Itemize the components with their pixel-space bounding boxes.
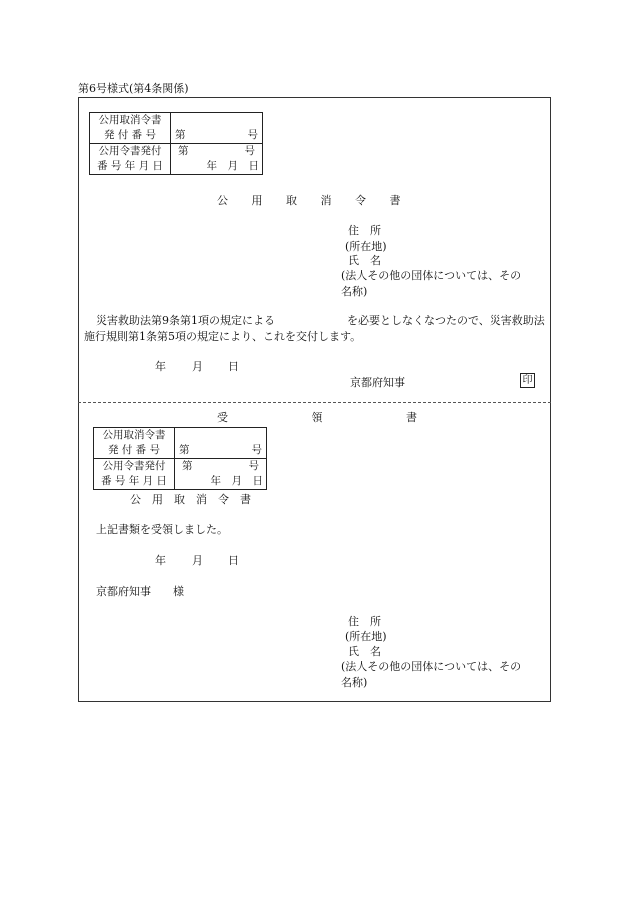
- suffix-go: 号: [251, 444, 262, 456]
- order-number-date-field[interactable]: [171, 144, 263, 175]
- body-text-line1b: を必要としなくなつたので、災害救助法: [347, 314, 545, 327]
- receipt-title: [217, 409, 417, 425]
- date-month: 月: [192, 554, 203, 567]
- date-year: 年: [155, 554, 166, 567]
- cut-line: [78, 402, 551, 403]
- label-line: 公用取消令書: [102, 429, 166, 441]
- prefix-dai: 第: [182, 460, 193, 472]
- location-label: (所在地): [345, 240, 387, 253]
- date-day: 日: [228, 360, 239, 373]
- label-line: 公用令書発付: [98, 145, 162, 157]
- corporate-note-cont: 名称): [341, 285, 368, 298]
- ref-label-order-number-date: [94, 459, 175, 490]
- title-char: 書: [389, 194, 401, 207]
- upper-reference-table: [89, 112, 263, 175]
- label-line: 番 号 年 月 日: [101, 475, 167, 487]
- doc-caption: 公 用 取 消 令 書: [130, 493, 251, 506]
- suffix-go: 号: [244, 145, 255, 157]
- title-char: 書: [406, 411, 417, 424]
- issuer-name: 京都府知事: [350, 376, 405, 389]
- form-title: 第6号様式(第4条関係): [78, 82, 189, 95]
- title-char: 消: [320, 194, 332, 207]
- ref-label-cancel-number: [90, 113, 171, 144]
- order-number-date-field[interactable]: [175, 459, 267, 490]
- title-char: 公: [217, 194, 228, 207]
- name-label: 氏 名: [348, 645, 381, 658]
- prefix-dai: 第: [178, 145, 189, 157]
- corporate-note: (法人その他の団体については、その: [341, 269, 522, 282]
- suffix-go: 号: [247, 129, 258, 141]
- doc-title: [217, 192, 401, 208]
- prefix-dai: 第: [175, 129, 186, 141]
- date-year: 年: [155, 360, 166, 373]
- title-char: 令: [355, 194, 366, 207]
- location-label: (所在地): [345, 630, 387, 643]
- date-placeholder: 年 月 日: [206, 160, 259, 172]
- name-label: 氏 名: [348, 254, 381, 267]
- ref-label-order-number-date: [90, 144, 171, 175]
- cancel-number-field[interactable]: [175, 428, 267, 459]
- title-char: 取: [286, 194, 297, 207]
- date-day: 日: [228, 554, 239, 567]
- label-line: 発 付 番 号: [107, 444, 160, 456]
- suffix-go: 号: [248, 460, 259, 472]
- form-frame: [78, 97, 551, 702]
- address-label: 住 所: [348, 224, 381, 237]
- date-placeholder: 年 月 日: [210, 475, 263, 487]
- body-text-line2: 施行規則第1条第5項の規定により、これを交付します。: [84, 330, 362, 343]
- ref-label-cancel-number: [94, 428, 175, 459]
- address-label: 住 所: [348, 615, 381, 628]
- title-char: 領: [311, 411, 323, 424]
- title-char: 用: [251, 194, 263, 207]
- label-line: 番 号 年 月 日: [97, 160, 163, 172]
- seal-stamp: 印: [520, 373, 535, 388]
- label-line: 公用取消令書: [98, 114, 162, 126]
- corporate-note: (法人その他の団体については、その: [341, 660, 522, 673]
- cancel-number-field[interactable]: [171, 113, 263, 144]
- addressee: 京都府知事 様: [96, 585, 184, 598]
- prefix-dai: 第: [179, 444, 190, 456]
- body-text-line1a: 災害救助法第9条第1項の規定による: [96, 314, 275, 327]
- date-month: 月: [192, 360, 203, 373]
- label-line: 発 付 番 号: [103, 129, 156, 141]
- title-char: 受: [217, 411, 228, 424]
- received-text: 上記書類を受領しました。: [96, 523, 228, 536]
- lower-reference-table: [93, 427, 267, 490]
- label-line: 公用令書発付: [102, 460, 166, 472]
- corporate-note-cont: 名称): [341, 676, 368, 689]
